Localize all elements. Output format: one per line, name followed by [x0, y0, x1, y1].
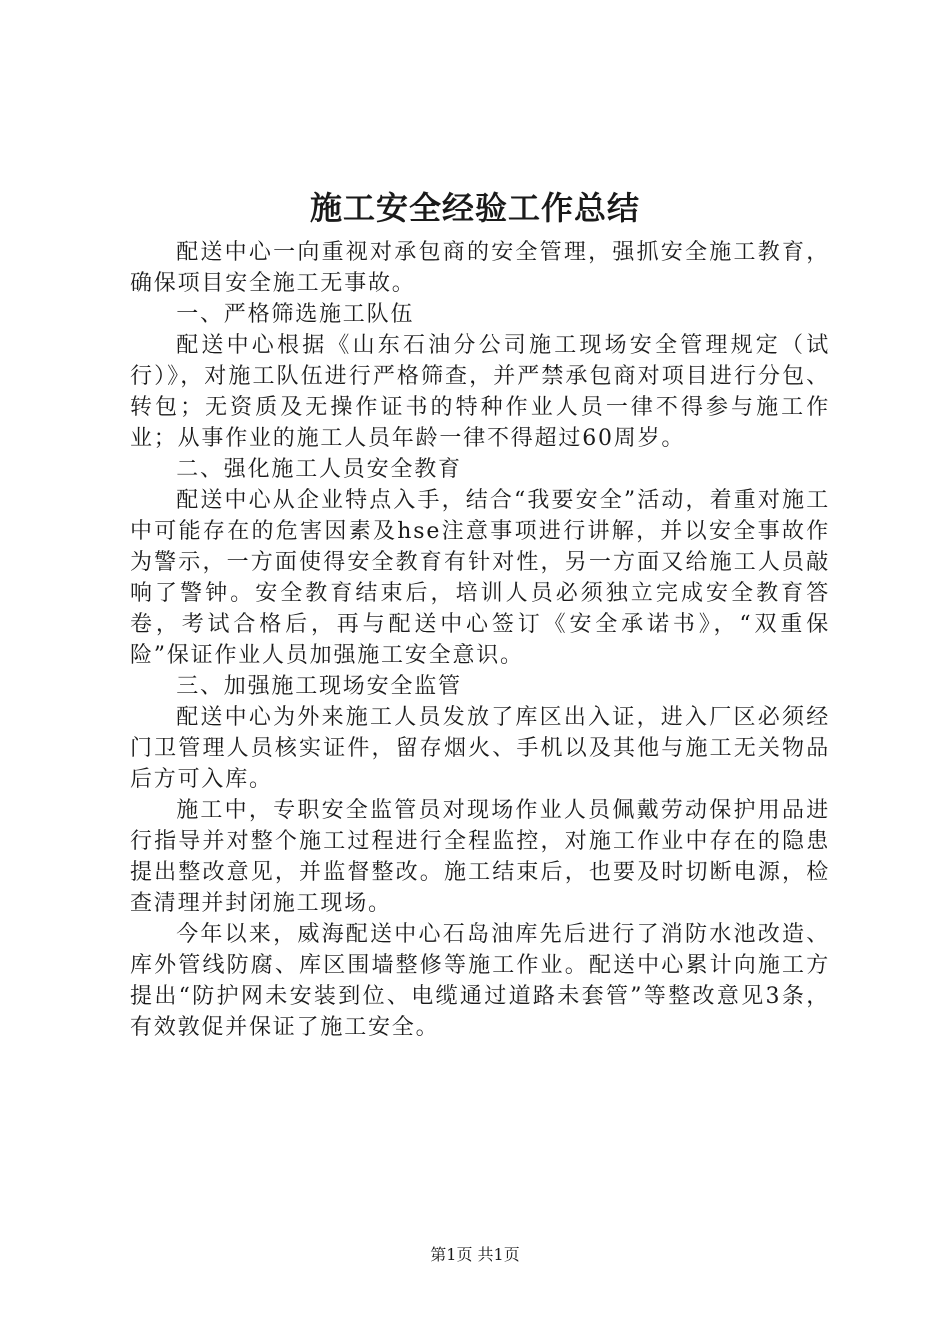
paragraph-summary: 今年以来，威海配送中心石岛油库先后进行了消防水池改造、库外管线防腐、库区围墙整修等施工作业。配送中心累计向施工方提出“防护网未安装到位、电缆通过道路未套管”等整改意见3条，有效敦促并保证了施工安全。: [130, 922, 830, 1040]
section-heading-2: 二、强化施工人员安全教育: [176, 457, 462, 482]
page-number-footer: 第1页 共1页: [430, 1245, 520, 1264]
section-heading-1: 一、严格筛选施工队伍: [176, 302, 415, 327]
paragraph-section-2: 配送中心从企业特点入手，结合“我要安全”活动，着重对施工中可能存在的危害因素及hse注意事项进行讲解，并以安全事故作为警示，一方面使得安全教育有针对性，另一方面又给施工人员敲响了警钟。安全教育结束后，培训人员必须独立完成安全教育答卷，考试合格后，再与配送中心签订《安全承诺书》，“双重保险”保证作业人员加强施工安全意识。: [130, 488, 830, 668]
paragraph-section-3b: 施工中，专职安全监管员对现场作业人员佩戴劳动保护用品进行指导并对整个施工过程进行全程监控，对施工作业中存在的隐患提出整改意见，并监督整改。施工结束后，也要及时切断电源，检查清理并封闭施工现场。: [130, 798, 830, 916]
paragraph-intro: 配送中心一向重视对承包商的安全管理，强抓安全施工教育，确保项目安全施工无事故。: [130, 240, 830, 296]
document-body: [130, 237, 830, 1043]
paragraph-section-3a: 配送中心为外来施工人员发放了库区出入证，进入厂区必须经门卫管理人员核实证件，留存烟火、手机以及其他与施工无关物品后方可入库。: [130, 705, 830, 792]
paragraph-section-1: 配送中心根据《山东石油分公司施工现场安全管理规定（试行）》，对施工队伍进行严格筛查，并严禁承包商对项目进行分包、转包；无资质及无操作证书的特种作业人员一律不得参与施工作业；从事作业的施工人员年龄一律不得超过60周岁。: [130, 333, 830, 451]
section-heading-3: 三、加强施工现场安全监管: [176, 674, 462, 699]
document-title: 施工安全经验工作总结: [309, 189, 640, 227]
